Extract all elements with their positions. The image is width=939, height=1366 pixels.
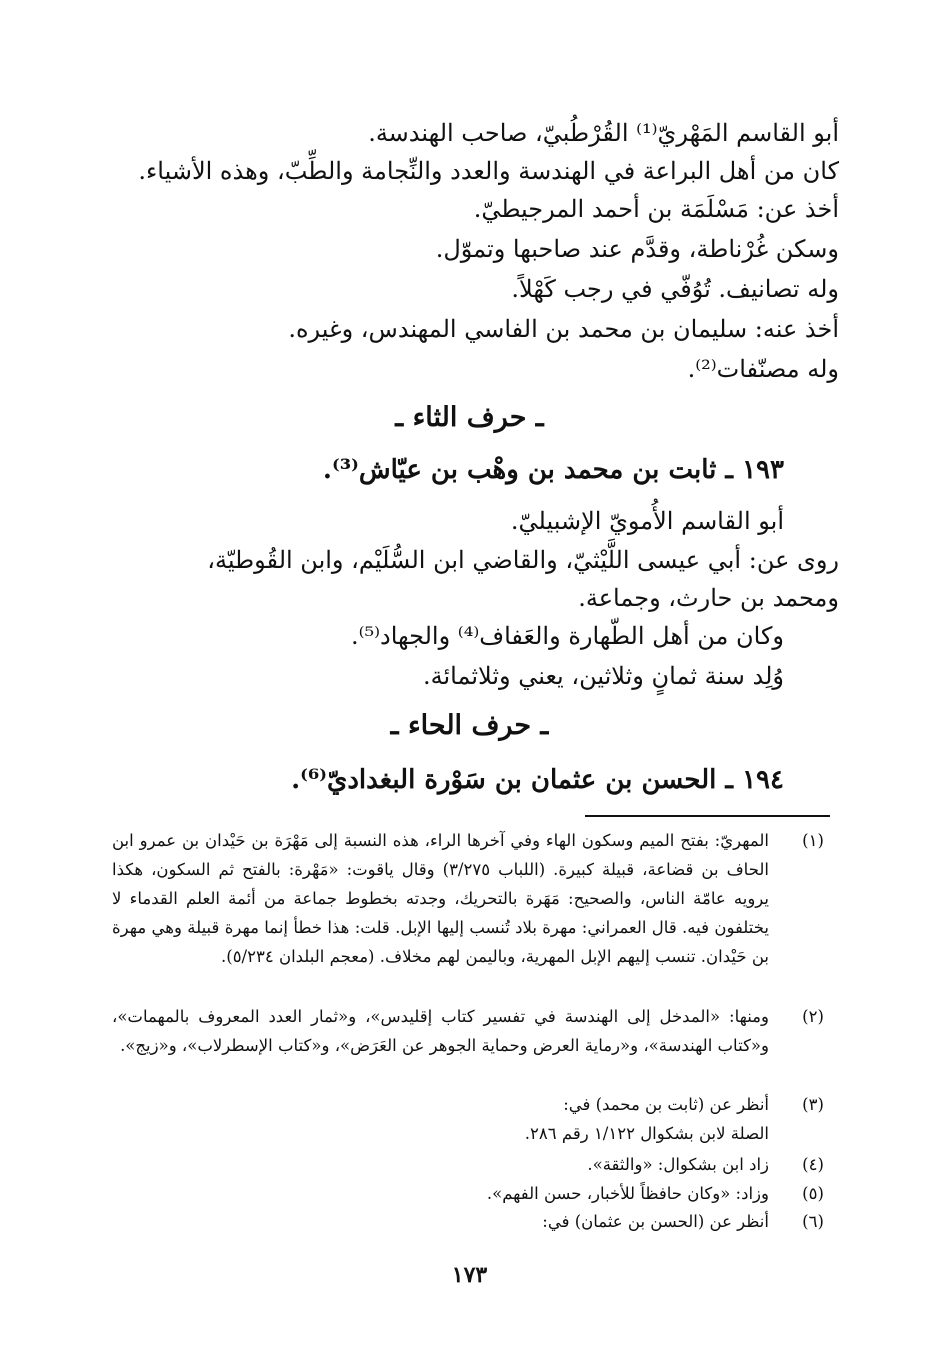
body-line: وُلِد سنة ثمانٍ وثلاثين، يعني وثلاثمائة. xyxy=(422,662,784,690)
footnote-number: (٦) xyxy=(802,1212,824,1231)
footnote-subtext: الصلة لابن بشكوال ١/١٢٢ رقم ٢٨٦. xyxy=(524,1124,769,1143)
section-heading-tha: ـ حرف الثاء ـ xyxy=(395,402,544,433)
footnote-text: زاد ابن بشكوال: «والثقة». xyxy=(587,1155,769,1174)
footnote-4 xyxy=(112,1150,827,1179)
footnote-number: (٢) xyxy=(802,1007,824,1026)
body-line: وله مصنّفات⁽²⁾. xyxy=(687,355,839,383)
body-line: أخذ عنه: سليمان بن محمد بن الفاسي المهندس، وغيره. xyxy=(288,315,839,343)
page-number: ١٧٣ xyxy=(451,1262,488,1288)
body-line: كان من أهل البراعة في الهندسة والعدد والنِّجامة والطِّبّ، وهذه الأشياء. xyxy=(138,157,839,185)
footnote-number: (١) xyxy=(802,831,824,850)
footnote-text: وزاد: «وكان حافظاً للأخبار، حسن الفهم». xyxy=(486,1184,769,1203)
footnote-text: أنظر عن (الحسن بن عثمان) في: xyxy=(542,1212,769,1231)
footnote-text: ومنها: «المدخل إلى الهندسة في تفسير كتاب إقليدس»، و«ثمار العدد المعروف بالمهمات»، و«كتاب الهندسة»، و«رماية العرض وحماية الجوهر عن العَرَض»، و«كتاب الإسطرلاب»، و«زيج». xyxy=(112,1007,769,1055)
body-line: روى عن: أبي عيسى اللَّيْثيّ، والقاضي ابن السُّلَيْم، وابن القُوطيّة، xyxy=(207,546,839,574)
body-line: أبو القاسم المَهْريّ⁽¹⁾ القُرْطُبيّ، صاحب الهندسة. xyxy=(368,119,839,147)
footnote-1 xyxy=(112,826,827,971)
body-line: وله تصانيف. تُوُفّي في رجب كَهْلاً. xyxy=(511,275,839,303)
body-line: أبو القاسم الأُمويّ الإشبيليّ. xyxy=(510,507,784,535)
footnote-text: أنظر عن (ثابت بن محمد) في: xyxy=(563,1095,769,1114)
section-heading-ha: ـ حرف الحاء ـ xyxy=(390,710,549,741)
body-line: وكان من أهل الطّهارة والعَفاف⁽⁴⁾ والجهاد⁽⁵⁾. xyxy=(350,622,784,650)
entry-193-title: ١٩٣ ـ ثابت بن محمد بن وهْب بن عيّاش⁽³⁾. xyxy=(322,455,784,485)
footnote-text: المهريّ: بفتح الميم وسكون الهاء وفي آخرها الراء، هذه النسبة إلى مَهْرَة بن حَيْدان بن عمرو ابن الحاف بن قضاعة، قبيلة كبيرة. (اللباب ٣/٢٧٥) وقال ياقوت: «مَهْرة: بالفتح ثم السكون، هكذا يرويه عامّة الناس، والصحيح: مَهَرة بالتحريك، وجدته بخطوط جماعة من أئمة العلم القدماء لا يختلفون فيه. قال العمراني: مهرة بلاد تُنسب إليها الإبل. قلت: هذا خطأ إنما مهرة قبيلة وهي مهرة بن حَيْدان. تنسب إليهم الإبل المهرية، وباليمن لهم مخلاف. (معجم البلدان ٥/٢٣٤). xyxy=(112,831,769,966)
footnote-number: (٣) xyxy=(802,1095,824,1114)
footnote-5 xyxy=(112,1179,827,1208)
footnote-6 xyxy=(112,1207,827,1236)
body-line: أخذ عن: مَسْلَمَة بن أحمد المرجيطيّ. xyxy=(473,195,839,223)
footnote-number: (٤) xyxy=(802,1155,824,1174)
footnote-2 xyxy=(112,1002,827,1060)
footnote-3 xyxy=(112,1090,827,1148)
body-line: ومحمد بن حارث، وجماعة. xyxy=(578,584,839,612)
footnote-divider xyxy=(585,815,830,817)
footnote-number: (٥) xyxy=(802,1184,824,1203)
body-line: وسكن غُرْناطة، وقدَّم عند صاحبها وتموّل. xyxy=(435,235,839,263)
entry-194-title: ١٩٤ ـ الحسن بن عثمان بن سَوْرة البغداديّ⁽⁶⁾. xyxy=(291,765,784,795)
